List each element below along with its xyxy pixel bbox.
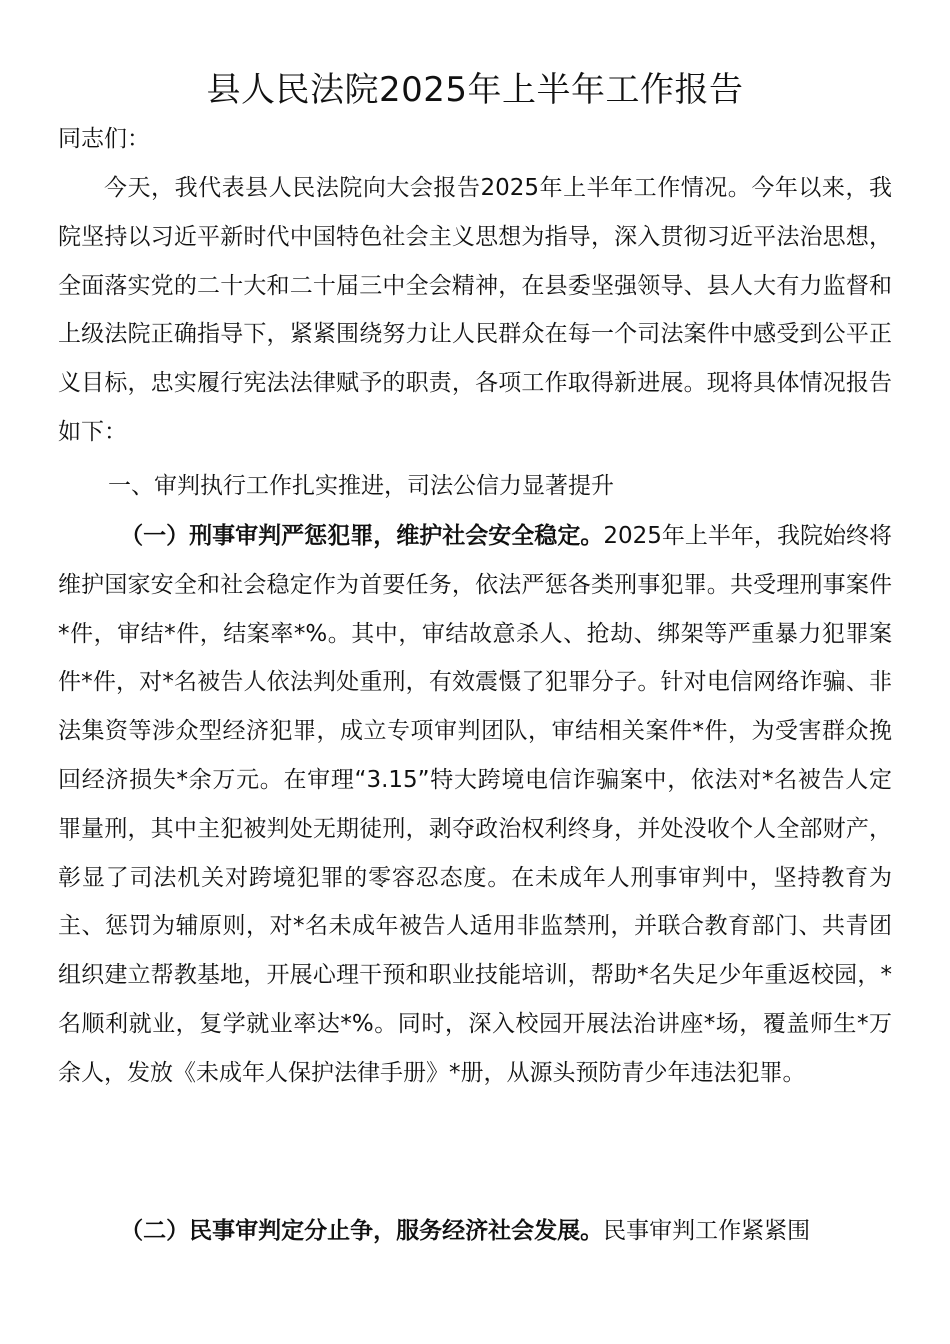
intro-paragraph: 今天，我代表县人民法院向大会报告2025年上半年工作情况。今年以来，我院坚持以习近平新时代中国特色社会主义思想为指导，深入贯彻习近平法治思想，全面落实党的二十大和二十届三中全会精神，在县委坚强领导、县人大有力监督和上级法院正确指导下，紧紧围绕努力让人民群众在每一个司法案件中感受到公平正义目标，忠实履行宪法法律赋予的职责，各项工作取得新进展。现将具体情况报告如下： bbox=[58, 175, 892, 445]
document-title: 县人民法院2025年上半年工作报告 bbox=[206, 70, 744, 110]
section-heading-1: 一、审判执行工作扎实推进，司法公信力显著提升 bbox=[108, 473, 614, 499]
paragraph-heading: （二）民事审判定分止争，服务经济社会发展。 bbox=[120, 1218, 604, 1244]
salutation: 同志们： bbox=[58, 126, 150, 152]
paragraph-body: 民事审判工作紧紧围 bbox=[603, 1218, 811, 1244]
paragraph-body: 2025年上半年，我院始终将维护国家安全和社会稳定作为首要任务，依法严惩各类刑事犯罪。共受理刑事案件*件，审结*件，结案率*%。其中，审结故意杀人、抢劫、绑架等严重暴力犯罪案件*件，对*名被告人依法判处重刑，有效震慑了犯罪分子。针对电信网络诈骗、非法集资等涉众型经济犯罪，成立专项审判团队，审结相关案件*件，为受害群众挽回经济损失*余万元。在审理“3.15”特大跨境电信诈骗案中，依法对*名被告人定罪量刑，其中主犯被判处无期徒刑，剥夺政治权利终身，并处没收个人全部财产，彰显了司法机关对跨境犯罪的零容忍态度。在未成年人刑事审判中，坚持教育为主、惩罚为辅原则，对*名未成年被告人适用非监禁刑，并联合教育部门、共青团组织建立帮教基地，开展心理干预和职业技能培训，帮助*名失足少年重返校园，*名顺利就业，复学就业率达*%。同时，深入校园开展法治讲座*场，覆盖师生*万余人，发放《未成年人保护法律手册》*册，从源头预防青少年违法犯罪。 bbox=[58, 523, 892, 1086]
paragraph-criminal-trial bbox=[58, 512, 892, 1098]
paragraph-heading: （一）刑事审判严惩犯罪，维护社会安全稳定。 bbox=[120, 523, 604, 549]
paragraph-civil-trial bbox=[58, 1207, 892, 1256]
